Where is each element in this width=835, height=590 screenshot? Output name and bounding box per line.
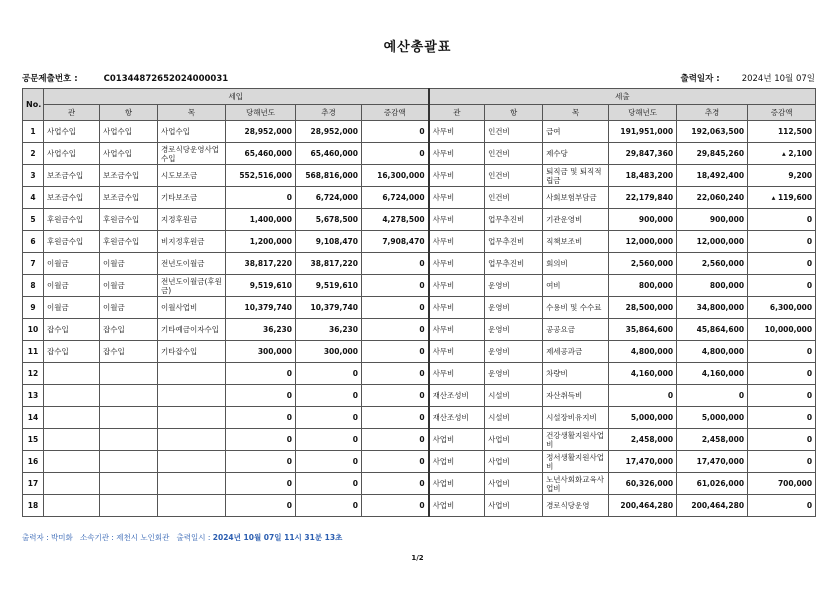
table-cell (100, 473, 158, 495)
row-number: 4 (23, 187, 44, 209)
table-cell: 61,026,000 (677, 473, 748, 495)
table-cell: 22,179,840 (609, 187, 677, 209)
table-cell: 운영비 (485, 341, 543, 363)
table-cell: 0 (226, 407, 296, 429)
table-cell: 700,000 (748, 473, 816, 495)
table-cell: 사업비 (429, 495, 485, 517)
table-cell: 17,470,000 (609, 451, 677, 473)
table-cell: 0 (296, 429, 362, 451)
table-cell: 사업비 (429, 473, 485, 495)
table-cell: 0 (296, 363, 362, 385)
table-cell: 0 (748, 407, 816, 429)
table-cell: 9,519,610 (296, 275, 362, 297)
table-cell (44, 385, 100, 407)
row-number: 13 (23, 385, 44, 407)
table-row (23, 407, 816, 429)
table-cell: 시설장비유지비 (543, 407, 609, 429)
table-cell: 직책보조비 (543, 231, 609, 253)
table-cell: 12,000,000 (609, 231, 677, 253)
table-cell: 사회보험부담금 (543, 187, 609, 209)
table-cell: 10,379,740 (226, 297, 296, 319)
table-cell: 2,560,000 (609, 253, 677, 275)
table-cell (100, 407, 158, 429)
table-cell: 운영비 (485, 297, 543, 319)
table-cell: 900,000 (677, 209, 748, 231)
table-cell: 0 (748, 231, 816, 253)
row-number: 7 (23, 253, 44, 275)
column-header: 항 (100, 105, 158, 121)
table-cell: 6,724,000 (296, 187, 362, 209)
table-cell: 사업비 (485, 451, 543, 473)
table-cell: 0 (748, 385, 816, 407)
table-cell: 건강생활지원사업비 (543, 429, 609, 451)
table-cell: 0 (362, 297, 429, 319)
table-cell: 0 (362, 363, 429, 385)
table-cell: 전년도이월금(후원금) (158, 275, 226, 297)
org-label: 소속기관 : (79, 533, 114, 542)
row-number: 1 (23, 121, 44, 143)
table-cell (44, 473, 100, 495)
table-cell: 0 (362, 143, 429, 165)
table-cell: 0 (296, 495, 362, 517)
table-cell: 사업비 (485, 495, 543, 517)
table-cell: 28,952,000 (226, 121, 296, 143)
table-cell: 10,000,000 (748, 319, 816, 341)
table-cell: 0 (296, 385, 362, 407)
table-cell: 12,000,000 (677, 231, 748, 253)
table-cell: 4,160,000 (677, 363, 748, 385)
table-row (23, 165, 816, 187)
table-cell: 정서생활지원사업비 (543, 451, 609, 473)
table-cell: 사무비 (429, 275, 485, 297)
table-cell (158, 451, 226, 473)
table-cell: 192,063,500 (677, 121, 748, 143)
table-row (23, 363, 816, 385)
table-cell: 후원금수입 (44, 231, 100, 253)
table-cell: 5,000,000 (677, 407, 748, 429)
table-cell: 업무추진비 (485, 209, 543, 231)
table-cell: 9,519,610 (226, 275, 296, 297)
row-number: 2 (23, 143, 44, 165)
table-cell: 0 (362, 319, 429, 341)
table-cell: 7,908,470 (362, 231, 429, 253)
table-cell: 전년도이월금 (158, 253, 226, 275)
table-cell: 0 (296, 473, 362, 495)
column-header: 당해년도 (226, 105, 296, 121)
table-cell: 0 (362, 495, 429, 517)
row-number: 3 (23, 165, 44, 187)
table-cell: 552,516,000 (226, 165, 296, 187)
table-cell: 후원금수입 (44, 209, 100, 231)
row-number: 5 (23, 209, 44, 231)
table-cell: 0 (226, 187, 296, 209)
print-date-label: 출력일자 : (680, 74, 720, 84)
column-header: 당해년도 (609, 105, 677, 121)
table-cell: 2,458,000 (677, 429, 748, 451)
table-cell: 회의비 (543, 253, 609, 275)
print-date-row (680, 72, 815, 84)
table-cell: 38,817,220 (296, 253, 362, 275)
table-row (23, 143, 816, 165)
table-cell: 29,847,360 (609, 143, 677, 165)
table-cell: 잡수입 (44, 341, 100, 363)
footer (22, 532, 342, 543)
table-cell: 사무비 (429, 231, 485, 253)
table-cell: ▴ 119,600 (748, 187, 816, 209)
table-cell: 0 (748, 209, 816, 231)
print-time-label: 출력일시 : (176, 533, 211, 542)
budget-summary-table (22, 88, 816, 517)
table-cell: 운영비 (485, 363, 543, 385)
table-cell: 18,483,200 (609, 165, 677, 187)
table-row (23, 473, 816, 495)
table-cell (100, 495, 158, 517)
table-cell: 36,230 (296, 319, 362, 341)
table-cell: 기타보조금 (158, 187, 226, 209)
table-cell: 사업수입 (44, 121, 100, 143)
table-cell: 제수당 (543, 143, 609, 165)
table-cell: 200,464,280 (677, 495, 748, 517)
table-cell: 이월사업비 (158, 297, 226, 319)
table-cell: 보조금수입 (44, 165, 100, 187)
table-row (23, 495, 816, 517)
table-cell: 0 (296, 407, 362, 429)
table-cell: 0 (362, 121, 429, 143)
table-cell: 45,864,600 (677, 319, 748, 341)
table-row (23, 297, 816, 319)
table-cell (44, 363, 100, 385)
table-cell: 사무비 (429, 253, 485, 275)
table-cell: 4,278,500 (362, 209, 429, 231)
table-cell: 기타예금이자수입 (158, 319, 226, 341)
table-row (23, 121, 816, 143)
table-cell: 인건비 (485, 143, 543, 165)
table-cell: 65,460,000 (226, 143, 296, 165)
table-cell: 퇴직금 및 퇴직적립금 (543, 165, 609, 187)
table-cell: 운영비 (485, 319, 543, 341)
table-cell: 기관운영비 (543, 209, 609, 231)
row-number: 15 (23, 429, 44, 451)
table-cell: 34,800,000 (677, 297, 748, 319)
table-cell: 17,470,000 (677, 451, 748, 473)
row-number: 6 (23, 231, 44, 253)
column-header: 증감액 (748, 105, 816, 121)
table-cell (44, 407, 100, 429)
table-cell (158, 495, 226, 517)
org-name: 제천시 노인회관 (116, 533, 170, 542)
table-cell: 경로식당운영사업수입 (158, 143, 226, 165)
table-cell: 이월금 (100, 253, 158, 275)
table-cell: 보조금수입 (100, 165, 158, 187)
table-cell: 차량비 (543, 363, 609, 385)
row-number: 8 (23, 275, 44, 297)
table-cell: 0 (226, 429, 296, 451)
table-row (23, 231, 816, 253)
table-cell: 여비 (543, 275, 609, 297)
table-cell: 급여 (543, 121, 609, 143)
table-row (23, 341, 816, 363)
table-cell: 6,724,000 (362, 187, 429, 209)
table-cell: 1,200,000 (226, 231, 296, 253)
table-cell: 사업수입 (100, 143, 158, 165)
table-cell (44, 451, 100, 473)
table-cell: 6,300,000 (748, 297, 816, 319)
table-cell: 0 (748, 429, 816, 451)
table-cell: 2,560,000 (677, 253, 748, 275)
table-cell (158, 363, 226, 385)
table-cell: 인건비 (485, 121, 543, 143)
table-cell: 이월금 (44, 253, 100, 275)
table-cell (158, 407, 226, 429)
page-number: 1/2 (411, 554, 424, 562)
table-row (23, 319, 816, 341)
table-cell: 업무추진비 (485, 231, 543, 253)
table-cell: 568,816,000 (296, 165, 362, 187)
table-cell: 800,000 (609, 275, 677, 297)
table-row (23, 385, 816, 407)
header-no: No. (23, 89, 44, 121)
table-cell: 사업수입 (44, 143, 100, 165)
table-row (23, 429, 816, 451)
table-cell: 이월금 (100, 297, 158, 319)
table-cell: 10,379,740 (296, 297, 362, 319)
table-cell: 이월금 (100, 275, 158, 297)
table-cell: 사업비 (485, 429, 543, 451)
document-number-row (22, 72, 228, 84)
table-row (23, 451, 816, 473)
table-cell: 0 (748, 253, 816, 275)
page-title: 예산총괄표 (383, 40, 452, 55)
header-row-groups (23, 89, 816, 105)
table-cell: 4,160,000 (609, 363, 677, 385)
table-cell: 사업비 (485, 473, 543, 495)
table-cell: 제세공과금 (543, 341, 609, 363)
table-cell: 0 (226, 495, 296, 517)
table-row (23, 209, 816, 231)
table-cell: 사업비 (429, 429, 485, 451)
table-cell: 시도보조금 (158, 165, 226, 187)
table-cell: 0 (362, 407, 429, 429)
table-cell: 0 (748, 275, 816, 297)
table-cell: 22,060,240 (677, 187, 748, 209)
table-cell: 잡수입 (100, 319, 158, 341)
table-cell: 5,678,500 (296, 209, 362, 231)
table-cell: 0 (362, 473, 429, 495)
table-cell: 보조금수입 (100, 187, 158, 209)
table-row (23, 275, 816, 297)
table-cell: 보조금수입 (44, 187, 100, 209)
table-cell: 사무비 (429, 341, 485, 363)
row-number: 16 (23, 451, 44, 473)
print-time: 2024년 10월 07일 11시 31분 13초 (212, 533, 343, 542)
table-row (23, 253, 816, 275)
table-cell (100, 385, 158, 407)
table-cell: 자산취득비 (543, 385, 609, 407)
table-cell: ▴ 2,100 (748, 143, 816, 165)
column-header: 목 (158, 105, 226, 121)
table-cell: 사업수입 (158, 121, 226, 143)
table-cell: 29,845,260 (677, 143, 748, 165)
column-header: 관 (44, 105, 100, 121)
table-cell: 후원금수입 (100, 209, 158, 231)
table-row (23, 187, 816, 209)
row-number: 9 (23, 297, 44, 319)
table-cell: 0 (226, 473, 296, 495)
table-cell: 0 (362, 275, 429, 297)
table-cell: 0 (226, 385, 296, 407)
table-cell: 35,864,600 (609, 319, 677, 341)
row-number: 11 (23, 341, 44, 363)
row-number: 12 (23, 363, 44, 385)
table-cell: 0 (362, 253, 429, 275)
table-cell (158, 385, 226, 407)
table-cell: 4,800,000 (609, 341, 677, 363)
row-number: 18 (23, 495, 44, 517)
printer-label: 출력자 : (22, 533, 49, 542)
table-cell: 28,500,000 (609, 297, 677, 319)
document-number: C01344872652024000031 (103, 74, 229, 84)
table-cell: 300,000 (226, 341, 296, 363)
table-cell (100, 363, 158, 385)
table-cell: 9,200 (748, 165, 816, 187)
table-cell: 0 (362, 451, 429, 473)
table-cell: 0 (748, 495, 816, 517)
table-cell: 인건비 (485, 165, 543, 187)
table-cell: 0 (362, 429, 429, 451)
document-number-label: 공문제출번호 : (22, 74, 78, 84)
table-cell (100, 429, 158, 451)
table-cell: 사무비 (429, 187, 485, 209)
table-cell: 0 (748, 341, 816, 363)
table-cell: 공공요금 (543, 319, 609, 341)
table-cell: 0 (748, 363, 816, 385)
table-cell: 업무추진비 (485, 253, 543, 275)
header-income: 세입 (44, 89, 429, 105)
table-cell: 사무비 (429, 297, 485, 319)
table-cell: 18,492,400 (677, 165, 748, 187)
column-header: 추경 (296, 105, 362, 121)
column-header: 목 (543, 105, 609, 121)
table-cell: 5,000,000 (609, 407, 677, 429)
table-cell: 잡수입 (44, 319, 100, 341)
table-cell: 0 (296, 451, 362, 473)
table-cell: 0 (226, 363, 296, 385)
table-cell: 시설비 (485, 385, 543, 407)
table-cell (158, 473, 226, 495)
table-cell: 0 (677, 385, 748, 407)
table-cell: 기타잡수입 (158, 341, 226, 363)
table-cell (44, 495, 100, 517)
header-row-columns (23, 105, 816, 121)
print-date: 2024년 10월 07일 (741, 74, 815, 84)
table-cell: 사무비 (429, 363, 485, 385)
row-number: 10 (23, 319, 44, 341)
table-cell: 사무비 (429, 143, 485, 165)
table-cell: 수용비 및 수수료 (543, 297, 609, 319)
table-cell: 112,500 (748, 121, 816, 143)
table-cell: 노년사회화교육사업비 (543, 473, 609, 495)
header-expense: 세출 (429, 89, 816, 105)
row-number: 17 (23, 473, 44, 495)
table-cell: 191,951,000 (609, 121, 677, 143)
table-cell: 200,464,280 (609, 495, 677, 517)
table-cell: 경로식당운영 (543, 495, 609, 517)
table-cell (158, 429, 226, 451)
column-header: 추경 (677, 105, 748, 121)
table-cell: 1,400,000 (226, 209, 296, 231)
table-cell: 900,000 (609, 209, 677, 231)
table-cell: 운영비 (485, 275, 543, 297)
table-cell: 비지정후원금 (158, 231, 226, 253)
table-cell: 36,230 (226, 319, 296, 341)
column-header: 증감액 (362, 105, 429, 121)
table-cell: 사무비 (429, 121, 485, 143)
table-body (23, 121, 816, 517)
table-cell: 사업비 (429, 451, 485, 473)
table-cell: 지정후원금 (158, 209, 226, 231)
table-cell: 0 (362, 341, 429, 363)
column-header: 항 (485, 105, 543, 121)
table-cell: 2,458,000 (609, 429, 677, 451)
table-cell: 4,800,000 (677, 341, 748, 363)
table-cell: 이월금 (44, 297, 100, 319)
table-cell: 재산조성비 (429, 407, 485, 429)
table-cell: 60,326,000 (609, 473, 677, 495)
table-cell: 0 (748, 451, 816, 473)
row-number: 14 (23, 407, 44, 429)
table-cell (100, 451, 158, 473)
table-cell: 0 (362, 385, 429, 407)
table-cell: 사무비 (429, 319, 485, 341)
table-cell: 시설비 (485, 407, 543, 429)
table-cell: 38,817,220 (226, 253, 296, 275)
table-cell: 16,300,000 (362, 165, 429, 187)
table-cell: 재산조성비 (429, 385, 485, 407)
table-cell: 이월금 (44, 275, 100, 297)
table-cell: 28,952,000 (296, 121, 362, 143)
table-cell: 후원금수입 (100, 231, 158, 253)
table-cell: 사업수입 (100, 121, 158, 143)
table-cell: 인건비 (485, 187, 543, 209)
table-cell: 300,000 (296, 341, 362, 363)
table-cell: 0 (609, 385, 677, 407)
table-cell: 800,000 (677, 275, 748, 297)
column-header: 관 (429, 105, 485, 121)
table-cell: 65,460,000 (296, 143, 362, 165)
table-cell: 사무비 (429, 165, 485, 187)
table-cell: 잡수입 (100, 341, 158, 363)
table-cell (44, 429, 100, 451)
table-cell: 0 (226, 451, 296, 473)
printer-name: 박미화 (51, 533, 73, 542)
table-cell: 9,108,470 (296, 231, 362, 253)
table-cell: 사무비 (429, 209, 485, 231)
